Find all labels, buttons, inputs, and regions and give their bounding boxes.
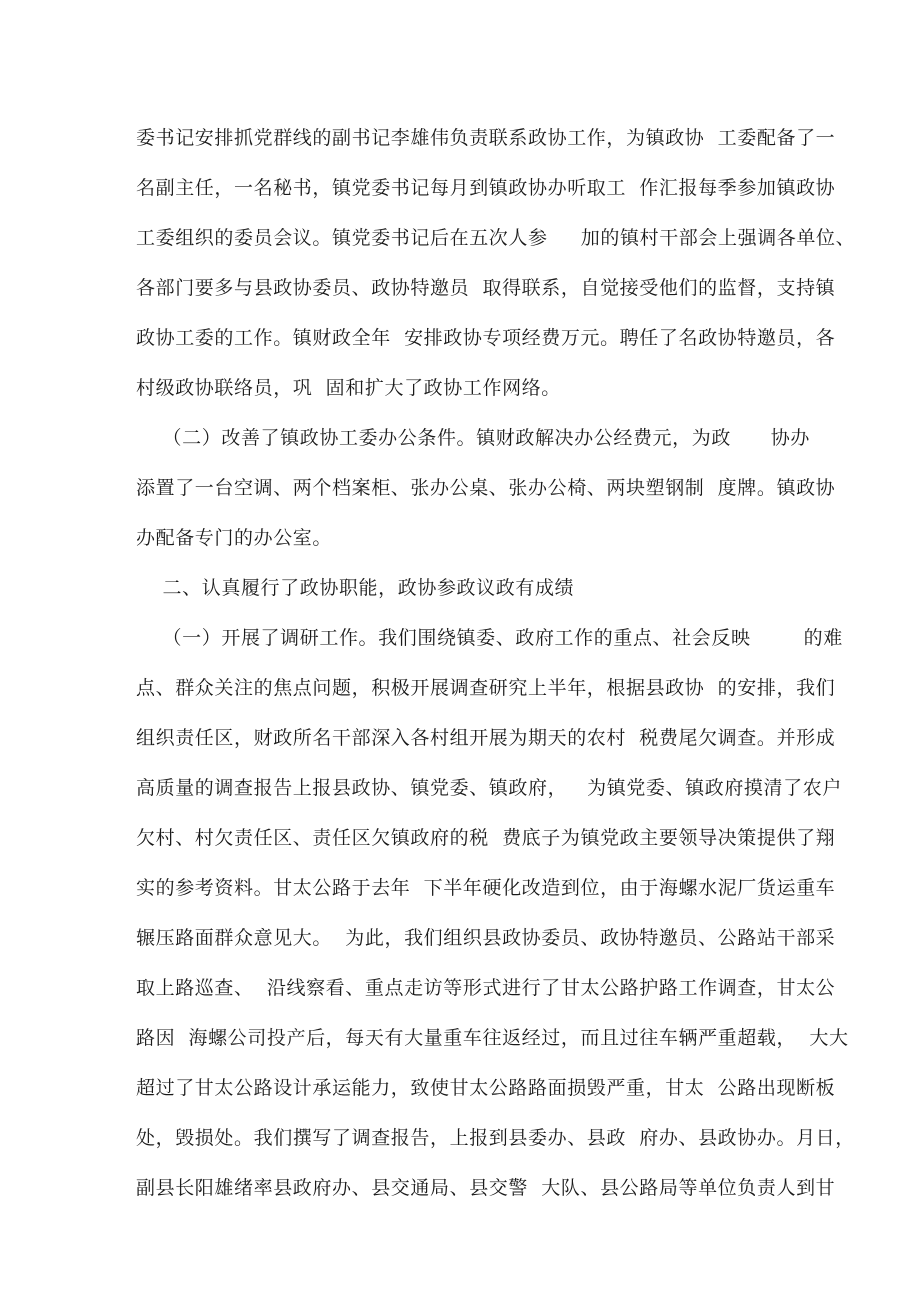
- body-text-line: 组织责任区，财政所名干部深入各村组开展为期天的农村 税费尾欠调查。并形成: [136, 727, 836, 749]
- body-text-line: 副县长阳雄绪率县政府办、县交通局、县交警 大队、县公路局等单位负责人到甘: [136, 1177, 836, 1199]
- body-text-line: 村级政协联络员，巩 固和扩大了政协工作网络。: [136, 377, 561, 399]
- body-text-line: 各部门要多与县政协委员、政协特邀员 取得联系，自觉接受他们的监督，支持镇: [136, 277, 836, 299]
- body-text-line: 名副主任，一名秘书，镇党委书记每月到镇政协办听取工 作汇报每季参加镇政协: [136, 177, 836, 199]
- body-text-line: 取上路巡查、 沿线察看、重点走访等形式进行了甘太公路护路工作调查，甘太公: [136, 977, 836, 999]
- body-text-line: 添置了一台空调、两个档案柜、张办公桌、张办公椅、两块塑钢制 度牌。镇政协: [136, 477, 836, 499]
- body-text-line: 点、群众关注的焦点问题，积极开展调查研究上半年，根据县政协 的安排，我们: [136, 677, 836, 699]
- body-text-line: 高质量的调查报告上报县政协、镇党委、镇政府， 为镇党委、镇政府摸清了农户: [136, 777, 842, 799]
- body-text-line: 委书记安排抓党群线的副书记李雄伟负责联系政协工作，为镇政协 工委配备了一: [136, 127, 836, 149]
- body-text-line: 工委组织的委员会议。镇党委书记后在五次人参 加的镇村干部会上强调各单位、: [136, 227, 856, 249]
- body-text-line: 处，毁损处。我们撰写了调查报告，上报到县委办、县政 府办、县政协办。月日，: [136, 1127, 855, 1149]
- body-text-line: 政协工委的工作。镇财政全年 安排政协专项经费万元。聘任了名政协特邀员，各: [136, 327, 836, 349]
- body-text-line: 路因 海螺公司投产后，每天有大量重车往返经过，而且过往车辆严重超载， 大大: [136, 1027, 849, 1049]
- body-text-line: 实的参考资料。甘太公路于去年 下半年硬化改造到位，由于海螺水泥厂货运重车: [136, 877, 836, 899]
- body-text-line: 超过了甘太公路设计承运能力，致使甘太公路路面损毁严重，甘太 公路出现断板: [136, 1077, 836, 1099]
- body-text-line: 办配备专门的办公室。: [136, 527, 333, 549]
- body-text-line: 辗压路面群众意见大。 为此，我们组织县政协委员、政协特邀员、公路站干部采: [136, 927, 836, 949]
- body-text-line: 欠村、村欠责任区、责任区欠镇政府的税 费底子为镇党政主要领导决策提供了翔: [136, 827, 836, 849]
- body-text-line: （一）开展了调研工作。我们围绕镇委、政府工作的重点、社会反映 的难: [136, 627, 843, 649]
- section-heading: 二、认真履行了政协职能，政协参政议政有成绩: [136, 577, 575, 599]
- body-text-line: （二）改善了镇政协工委办公条件。镇财政解决办公经费元，为政 协办: [136, 427, 810, 449]
